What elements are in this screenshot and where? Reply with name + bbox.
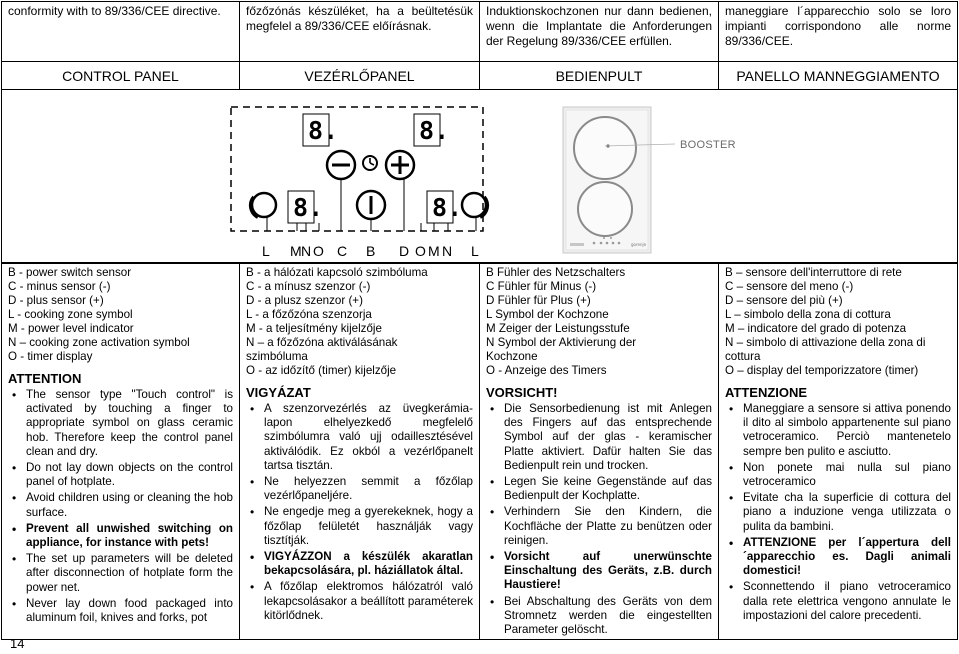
display-top-left <box>303 114 338 146</box>
display-digit: 8. <box>308 116 339 145</box>
attention-bullet: • Ne helyezzen semmit a főzőlap vezérlőpaneljére. <box>264 475 473 503</box>
hob-brand: gorenje <box>631 242 647 247</box>
legend-line: M – indicatore del grado di potenza <box>725 322 907 335</box>
attention-bullet: • A főzőlap elektromos hálózatról való lekapcsolásakor a beállított paraméterek kitörlődnek. <box>264 580 473 623</box>
legend-line: B - power switch sensor <box>8 266 132 279</box>
page-number: 14 <box>10 636 25 651</box>
legend-line: Kochzone <box>486 350 538 363</box>
attention-bullet: • Never lay down food packaged into aluminum foil, knives and forks, pot <box>26 597 233 625</box>
header-en: CONTROL PANEL <box>2 62 240 90</box>
legend-line: M - power level indicator <box>8 322 134 335</box>
letter-O: O <box>415 243 426 259</box>
attention-list <box>246 402 473 623</box>
display-digit: 8. <box>432 193 463 222</box>
legend-line: D Fühler für Plus (+) <box>486 294 591 307</box>
header-de: BEDIENPULT <box>480 62 719 90</box>
letter-N: N <box>442 243 453 259</box>
display-bottom-right <box>427 191 462 223</box>
letter-C: C <box>337 243 348 259</box>
legend-line: L – simbolo della zona di cottura <box>725 308 891 321</box>
column-hu <box>240 263 480 640</box>
legend-line: N – simbolo di attivazione della zona di <box>725 336 926 349</box>
booster-label: BOOSTER <box>680 139 736 151</box>
legend-line: O – display del temporizzatore (timer) <box>725 364 919 377</box>
letter-M: M <box>428 243 440 259</box>
attention-bullet: • Non ponete mai nulla sul piano vetroceramico <box>743 461 951 489</box>
letter-O: O <box>313 243 324 259</box>
attention-bullet: • The sensor type "Touch control" is activated by touching a finger to appropriate symbol on glass ceramic hob. Therefore keep the control panel clean and dry. <box>26 388 233 459</box>
attention-title: VORSICHT! <box>486 385 558 400</box>
attention-title: ATTENZIONE <box>725 385 808 400</box>
attention-list <box>725 402 951 623</box>
letter-L: L <box>471 243 479 259</box>
letter-L: L <box>262 243 270 259</box>
letter-D: D <box>399 243 410 259</box>
display-digit: 8. <box>293 193 324 222</box>
legend-line: L - a főzőzóna szenzorja <box>246 308 372 321</box>
legend-line: B Fühler des Netzschalters <box>486 266 626 279</box>
display-top-right <box>414 114 449 146</box>
legend-line: N Symbol der Aktivierung der <box>486 336 637 349</box>
attention-bullet: • Bei Abschaltung des Geräts von dem Stromnetz werden die eingestellten Parameter gelöscht. <box>504 595 712 638</box>
minus-sensor-icon <box>327 151 355 179</box>
attention-title: VIGYÁZAT <box>246 385 311 400</box>
power-switch-icon <box>357 191 385 219</box>
legend-line: C - minus sensor (-) <box>8 280 111 293</box>
column-it <box>719 263 958 640</box>
legend-line: M - a teljesítmény kijelzője <box>246 322 382 335</box>
legend-line: O - timer display <box>8 350 93 363</box>
legend-line: C – sensore del meno (-) <box>725 280 854 293</box>
bottom-table <box>1 262 958 640</box>
top-text-en: conformity with to 89/336/CEE directive. <box>2 2 240 62</box>
legend-line: szimbóluma <box>246 350 308 363</box>
attention-bullet: • A szenzorvezérlés az üvegkerámia-lapon elhelyezkedő megfelelő szimbólumra való ujj odaillesztésével aktiválódik. Ez okból a vezérlőpanelt tartsa tisztán. <box>264 402 473 473</box>
attention-list <box>8 388 233 625</box>
legend-line: L - cooking zone symbol <box>8 308 133 321</box>
attention-bullet: • ATTENZIONE per l´appertura dell´apparecchio es. Dagli animali domestici! <box>743 536 951 579</box>
legend-line: B - a hálózati kapcsoló szimbóluma <box>246 266 428 279</box>
header-it: PANELLO MANNEGGIAMENTO <box>719 62 958 90</box>
letter-N: N <box>301 243 312 259</box>
legend-line: D – sensore del più (+) <box>725 294 843 307</box>
attention-list <box>486 402 712 637</box>
attention-bullet: • Do not lay down objects on the control panel of hotplate. <box>26 461 233 489</box>
display-digit: 8. <box>419 116 450 145</box>
hob-badge <box>570 243 584 246</box>
attention-bullet: • The set up parameters will be deleted after disconnection of hotplate form the power net. <box>26 552 233 595</box>
attention-bullet: • Die Sensorbedienung ist mit Anlegen des Fingers auf das entsprechende Symbol auf der glas - keramischer Platte aktiviert. Dafür halten Sie das Bedienpult rein und trocken. <box>504 402 712 473</box>
column-de <box>480 263 719 640</box>
attention-bullet: • VIGYÁZZON a készülék akaratlan bekapcsolására, pl. háziállatok által. <box>264 550 473 578</box>
attention-bullet: • Vorsicht auf unerwünschte Einschaltung des Geräts, z.B. durch Haustiere! <box>504 550 712 593</box>
hob-illustration <box>563 107 651 253</box>
attention-bullet: • Sconnettendo il piano vetroceramico dalla rete elettrica vengono annulate le impostazioni del calore precedenti. <box>743 580 951 623</box>
legend-line: N – a főzőzóna aktiválásának <box>246 336 398 349</box>
legend-line: M Zeiger der Leistungsstufe <box>486 322 630 335</box>
legend-line: O - Anzeige des Timers <box>486 364 607 377</box>
control-panel-diagram <box>0 0 959 262</box>
attention-title: ATTENTION <box>8 371 82 386</box>
timer-icon <box>363 156 377 170</box>
letter-M: M <box>290 243 302 259</box>
plus-sensor-icon <box>386 151 414 179</box>
letter-B: B <box>366 243 376 259</box>
zone-symbol-left-icon <box>251 193 276 217</box>
attention-bullet: • Avoid children using or cleaning the hob surface. <box>26 491 233 519</box>
legend-line: O - az időzítő (timer) kijelzője <box>246 364 397 377</box>
column-en <box>2 263 240 640</box>
attention-bullet: • Maneggiare a sensore si attiva ponendo il dito al simbolo appartenente sul piano vetroceramico. Perciò mantenetelo sempre ben pulito e asciutto. <box>743 402 951 459</box>
display-bottom-left <box>288 191 323 223</box>
legend-line: C - a mínusz szenzor (-) <box>246 280 371 293</box>
attention-bullet: • Prevent all unwished switching on appliance, for instance with pets! <box>26 522 233 550</box>
header-hu: VEZÉRLŐPANEL <box>240 62 480 90</box>
top-text-de: Induktionskochzonen nur dann bedienen, wenn die Implantate die Anforderungen der Regelung 89/336/CEE erfüllen. <box>480 2 719 62</box>
legend-line: C Fühler für Minus (-) <box>486 280 597 293</box>
legend-line: L Symbol der Kochzone <box>486 308 609 321</box>
legend-line: D - a plusz szenzor (+) <box>246 294 363 307</box>
legend-line: N – cooking zone activation symbol <box>8 336 190 349</box>
legend-line: B – sensore dell'interruttore di rete <box>725 266 902 279</box>
legend-line: cottura <box>725 350 761 363</box>
attention-bullet: • Ne engedje meg a gyerekeknek, hogy a főzőlap felületét használják vagy tisztítják. <box>264 505 473 548</box>
top-text-it: maneggiare l´apparecchio solo se loro impianti corrispondono alle norme 89/336/CEE. <box>719 2 958 62</box>
attention-bullet: • Verhindern Sie den Kindern, die Kochfläche der Platte zu benützen oder reinigen. <box>504 505 712 548</box>
top-text-hu: főzőzónás készüléket, ha a beültetésük megfelel a 89/336/CEE előírásnak. <box>240 2 480 62</box>
attention-bullet: • Evitate cha la superficie di cottura del piano a induzione venga utilizzata o pulita da bambini. <box>743 491 951 534</box>
attention-bullet: • Legen Sie keine Gegenstände auf das Bedienpult der Kochplatte. <box>504 475 712 503</box>
legend-line: D - plus sensor (+) <box>8 294 104 307</box>
